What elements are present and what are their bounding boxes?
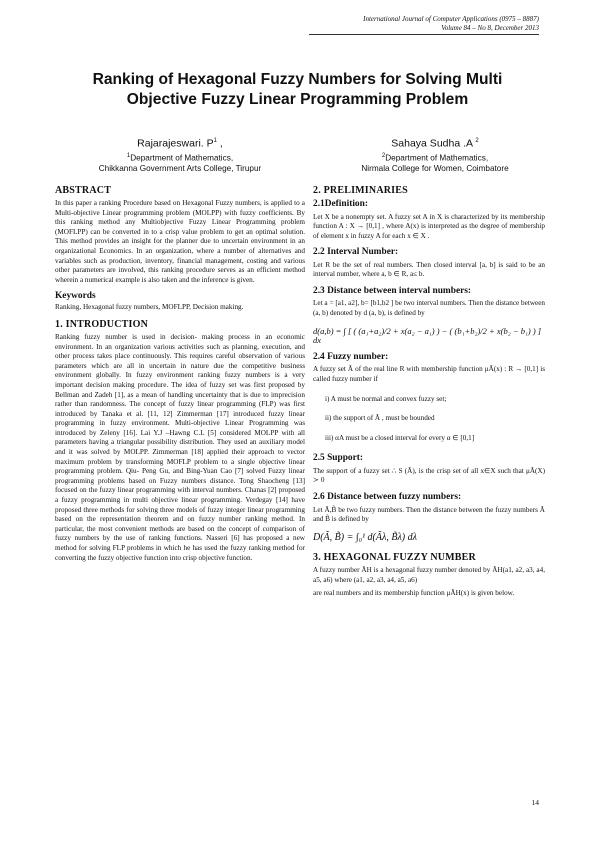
condition-item: ii) the support of Ã , must be bounded	[325, 414, 435, 423]
author-block-2: Sahaya Sudha .A $^2$ $^2$Department of Mathematics, Nirmala College for Women, Coimbatore	[300, 134, 570, 174]
def-heading: 2.1Definition:	[313, 199, 368, 209]
author-dept: Department of Mathematics,	[385, 153, 489, 163]
support-text: The support of a fuzzy set ∴ S (Ã), is the crisp set of all x∈X such that μÃ(X) ≻ 0	[313, 466, 545, 485]
hex-text-2: are real numbers and its membership function μÃH(x) is given below.	[313, 589, 515, 598]
author-college: Chikkanna Government Arts College, Tirupur	[98, 163, 262, 173]
paper-title	[40, 70, 555, 110]
hex-heading: 3. HEXAGONAL FUZZY NUMBER	[313, 552, 476, 564]
header-rule	[309, 34, 539, 35]
interval-distance-heading: 2.3 Distance between interval numbers:	[313, 285, 472, 296]
fuzzy-distance-equation: D(Ã, B̃) = ∫₀¹ d(Ãλ, B̃λ) dλ	[313, 531, 417, 543]
left-column	[55, 185, 305, 563]
def-text: Let X be a nonempty set. A fuzzy set A in X is characterized by its membership function A : X → [0,1] , where A(x) is interpreted as the degree of membership of element x in fuzzy A for each x ∈ X .	[313, 212, 545, 240]
interval-distance-equation: d(a,b) = ∫ [ ( (a₁+a₂)/2 + x(a₂ − a₁) ) − ( (b₁+b₂)/2 + x(b₂ − b₁) ) ] dx	[313, 325, 542, 346]
title-line-2: Objective Fuzzy Linear Programming Problem	[126, 91, 469, 108]
fuzzy-number-text: A fuzzy set Ã of the real line R with membership function μÃ(x) : R → [0,1] is called fuzzy number if	[313, 365, 545, 383]
journal-header	[363, 15, 539, 33]
intro-heading: 1. INTRODUCTION	[55, 318, 149, 330]
abstract-heading: ABSTRACT	[55, 185, 112, 196]
hex-text-1: A fuzzy number ÃH is a hexagonal fuzzy number denoted by ÃH(a1, a2, a3, a4, a5, a6) where (a1, a2, a3, a4, a5, a6)	[313, 566, 545, 584]
journal-volume: Volume 84 – No 8, December 2013	[441, 24, 539, 32]
journal-name: International Journal of Computer Applications (0975 – 8887)	[363, 15, 539, 23]
intro-text: Ranking fuzzy number is used in decision- making process in an economic environment. In an organization various activities such as planning, execution, and other process takes place continuously. This requires careful observation of various parameters which are all in uncertain in nature due the competitive business environment globally. In fuzzy environment ranking fuzzy numbers is a very important decision making procedure. The idea of fuzzy set was first proposed by Bellman and Zadeh [1], as a mean of handling uncertainty that is due to imprecision rather than randomness. The concept of fuzzy linear programming (FLP) was first introduced by Tanaka et al. [11, 12] Zimmerman [17] introduced fuzzy linear programming in fuzzy environment. Multi-objective Linear Programming was introduced by Zeleny [16]. Lai Y.J –Hawng C.L [5] considered MOLPP with all parameters having a triangular possibility distribution. They used an auxiliary model and it was solved by MOLPP. Zimmerman [18] applied their approach to vector maximum problem by transforming MOFLP problem to a single objective linear programming problem. Qiu- Peng Gu, and Bing-Yuan Cao [7] solved Fuzzy linear programming problems based on Fuzzy numbers distance. Tong Shaocheng [13] focused on the fuzzy linear programming with interval numbers. Chanas [2] proposed a fuzzy programming in multi objective linear programming. Verdegay [14] have proposed three methods for solving three models of fuzzy integer linear programming based on the representation theorem and on fuzzy number ranking method. In particular, the most convenient methods are based on the concept of comparison of fuzzy numbers by the use of ranking functions. Nasseri [6] has proposed a new method for solving FLP problems in which he has used the fuzzy ranking method for converting the fuzzy objective function into crisp objective function.	[55, 332, 305, 562]
interval-heading: 2.2 Interval Number:	[313, 247, 399, 258]
interval-distance-text: Let a = [a1, a2], b= [b1,b2 ] be two interval numbers. Then the distance between (a, b) denoted by d (a, b), is defined by	[313, 299, 545, 318]
interval-text: Let R be the set of real numbers. Then closed interval [a, b] is said to be an interval number, where a, b ∈ R, a≤ b.	[313, 260, 545, 279]
page-number: 14	[531, 798, 539, 807]
author-college: Nirmala College for Women, Coimbatore	[361, 163, 509, 173]
condition-item: i) A must be normal and convex fuzzy set;	[325, 394, 447, 403]
keywords-text: Ranking, Hexagonal fuzzy numbers, MOFLPP, Decision making.	[55, 303, 244, 312]
fuzzy-distance-text: Let Ã,B̃ be two fuzzy numbers. Then the distance between the fuzzy numbers Ã and B̃ is defined by	[313, 505, 545, 524]
author-block-1: Rajarajeswari. $P^1$ , $^1$Department of Mathematics, Chikkanna Government Arts College, Tirupur	[45, 134, 315, 174]
keywords-heading: Keywords	[55, 291, 96, 302]
fuzzy-number-heading: 2.4 Fuzzy number:	[313, 351, 389, 362]
prelim-heading: 2. PRELIMINARIES	[313, 185, 408, 196]
right-column	[313, 185, 545, 599]
fuzzy-distance-heading: 2.6 Distance between fuzzy numbers:	[313, 492, 462, 502]
author-dept: Department of Mathematics,	[130, 153, 234, 163]
support-heading: 2.5 Support:	[313, 453, 364, 464]
title-line-1: Ranking of Hexagonal Fuzzy Numbers for Solving Multi	[92, 71, 503, 88]
condition-item: iii) αA must be a closed interval for every α ∈ [0,1]	[325, 433, 475, 442]
author-name: Sahaya Sudha .A	[391, 137, 473, 150]
author-name: Rajarajeswari. P	[137, 137, 214, 150]
abstract-text: In this paper a ranking Procedure based on Hexagonal Fuzzy numbers, is applied to a Multi-objective Linear programming problem (MOLPP) with fuzzy coefficients. By this ranking method any Multiobjective Fuzzy Linear Programming problem (MOFLPP) can be converted in to a crisp value problem to get an optimal solution. This method provides an insight for the planner due to uncertain environment in an organizational Economics. In an organization, where a number of alternatives and variables such as production, inventory, financial management, costing and various other parameters are involved, this ranking procedure serves as an efficient method wherein a numerical example is also taken and the inference is given.	[55, 199, 305, 284]
